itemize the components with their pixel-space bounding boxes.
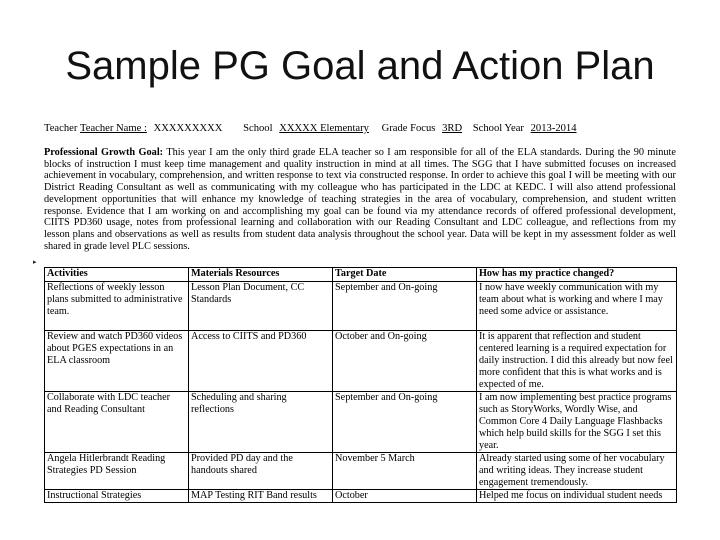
school-label: School: [243, 123, 273, 134]
table-cell: Access to CIITS and PD360: [189, 331, 333, 392]
table-cell: Review and watch PD360 videos about PGES expectations in an ELA classroom: [45, 331, 189, 392]
table-cell: Helped me focus on individual student needs: [477, 490, 677, 503]
table-row: [45, 453, 677, 490]
column-header-activities: Activities: [45, 268, 189, 282]
table-cell: MAP Testing RIT Band results: [189, 490, 333, 503]
table-cell: Scheduling and sharing reflections: [189, 392, 333, 453]
teacher-info-line: [44, 122, 676, 135]
action-plan-table: [44, 267, 677, 503]
table-cell: Reflections of weekly lesson plans submitted to administrative team.: [45, 282, 189, 331]
year-label: School Year: [472, 123, 524, 134]
grade-label: Grade Focus: [381, 123, 436, 134]
goal-text: This year I am the only third grade ELA teacher so I am responsible for all of the ELA standards. During the 90 minute blocks of instruction I must keep time management and quality instruction in mind at all times. The SGG that I have submitted focuses on increased achievement in vocabulary, comprehension, and written response to text via constructed response. In order to achieve this goal I will be meeting with our District Reading Consultant as well as communicating with my colleague who has participated in the LDC at KEDC. I will also attend professional development opportunities that will enhance my knowledge of teaching strategies in the area of vocabulary, comprehension, and student written response. Evidence that I am working on and accomplishing my goal can be found via my attendance records of offered professional development, CIITS PD360 usage, notes from professional learning and collaboration with our Reading Consultant and LDC colleague, and reflections from my lesson plans and observations as well as results from student data analysis throughout the school year. Data will be kept in my assessment folder as well shared in grade level PLC sessions.: [44, 147, 676, 252]
bullet-marker-icon: ▸: [33, 258, 37, 266]
table-cell: September and On-going: [333, 282, 477, 331]
table-header-row: [45, 268, 677, 282]
column-header-practice-changed: How has my practice changed?: [477, 268, 677, 282]
table-cell: November 5 March: [333, 453, 477, 490]
table-cell: Already started using some of her vocabulary and writing ideas. They increase student engagement tremendously.: [477, 453, 677, 490]
table-cell: October and On-going: [333, 331, 477, 392]
table-cell: It is apparent that reflection and student centered learning is a required expectation for daily instruction. I did this already but now feel more confident that this is what works and is expected of me.: [477, 331, 677, 392]
professional-growth-goal: [44, 147, 676, 252]
table-cell: Instructional Strategies: [45, 490, 189, 503]
school-value: XXXXX Elementary: [279, 123, 369, 134]
table-row: [45, 490, 677, 503]
table-cell: Provided PD day and the handouts shared: [189, 453, 333, 490]
action-plan-table-container: [44, 267, 676, 501]
grade-value: 3RD: [442, 123, 463, 134]
table-cell: September and On-going: [333, 392, 477, 453]
table-cell: Lesson Plan Document, CC Standards: [189, 282, 333, 331]
table-cell: October: [333, 490, 477, 503]
table-cell: I am now implementing best practice programs such as StoryWorks, Wordly Wise, and Common Core 4 Daily Language Flashbacks which help build skills for the SGG I set this year.: [477, 392, 677, 453]
column-header-target-date: Target Date: [333, 268, 477, 282]
table-row: [45, 331, 677, 392]
table-row: [45, 392, 677, 453]
year-value: 2013-2014: [530, 123, 577, 134]
table-row: [45, 282, 677, 331]
column-header-materials: Materials Resources: [189, 268, 333, 282]
table-cell: Collaborate with LDC teacher and Reading Consultant: [45, 392, 189, 453]
teacher-value: XXXXXXXXX: [153, 123, 223, 134]
slide-title: Sample PG Goal and Action Plan: [65, 44, 655, 88]
table-cell: Angela Hitlerbrandt Reading Strategies PD Session: [45, 453, 189, 490]
document-body: [44, 122, 676, 252]
goal-label: Professional Growth Goal:: [44, 147, 164, 158]
teacher-label: Teacher Teacher Name :: [44, 123, 147, 134]
table-cell: I now have weekly communication with my team about what is working and where I may need some advice or assistance.: [477, 282, 677, 331]
